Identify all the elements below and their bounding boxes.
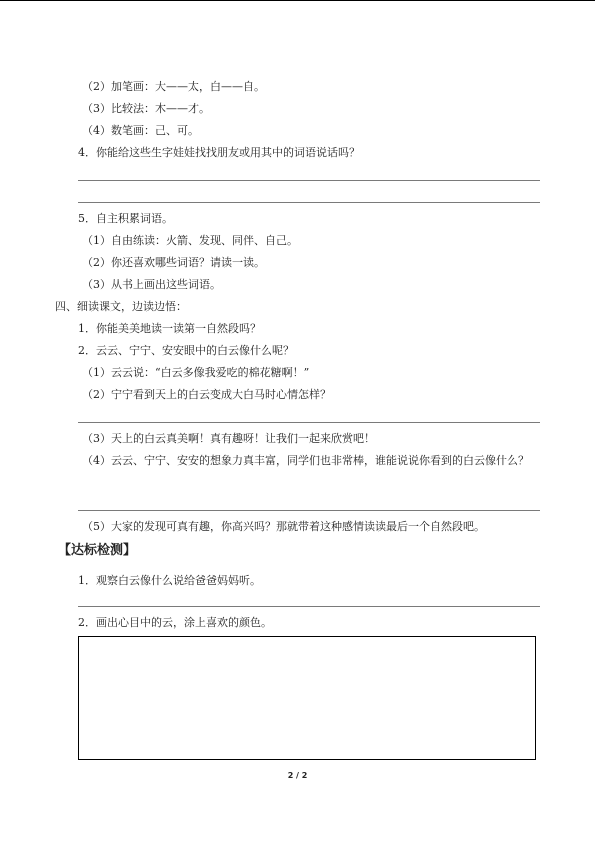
answer-line — [78, 510, 540, 511]
question-clouds: 2．云云、宁宁、安安眼中的白云像什么呢？ — [78, 344, 294, 357]
item-imagination: （4）云云、宁宁、安安的想象力真丰富，同学们也非常棒，谁能说说你看到的白云像什么？ — [82, 454, 529, 467]
item-ningning: （2）宁宁看到天上的白云变成大白马时心情怎样？ — [82, 388, 331, 401]
item-appreciate: （3）天上的白云真美啊！真有趣呀！让我们一起来欣赏吧！ — [82, 432, 375, 445]
answer-line — [78, 422, 540, 423]
question-5: 5．自主积累词语。 — [78, 212, 173, 225]
answer-line — [78, 606, 540, 607]
check-question-1: 1．观察白云像什么说给爸爸妈妈听。 — [78, 574, 261, 587]
section-four-title: 四、细读课文，边读边悟： — [55, 300, 187, 313]
check-question-2: 2．画出心目中的云，涂上喜欢的颜色。 — [78, 616, 272, 629]
item-yunyun: （1）云云说：“白云多像我爱吃的棉花糖啊！” — [82, 366, 310, 379]
item-free-reading: （1）自由练读：火箭、发现、同伴、自己。 — [82, 234, 298, 247]
answer-line — [78, 202, 540, 203]
item-last-paragraph: （5）大家的发现可真有趣，你高兴吗？那就带着这种感情读读最后一个自然段吧。 — [82, 520, 485, 533]
question-read-paragraph: 1．你能美美地读一读第一自然段吗？ — [78, 322, 261, 335]
question-4: 4．你能给这些生字娃娃找找朋友或用其中的词语说话吗？ — [78, 146, 360, 159]
answer-line — [78, 180, 540, 181]
item-mark-words: （3）从书上画出这些词语。 — [82, 278, 221, 291]
drawing-box[interactable] — [78, 636, 536, 760]
top-border — [0, 0, 595, 1]
method-count-strokes: （4）数笔画：己、可。 — [82, 124, 199, 137]
method-add-strokes: （2）加笔画：大——太，白——自。 — [82, 80, 265, 93]
item-favorite-words: （2）你还喜欢哪些词语？请读一读。 — [82, 256, 265, 269]
section-heading: 【达标检测】 — [58, 543, 137, 558]
method-compare: （3）比较法：木——才。 — [82, 102, 210, 115]
page-number: 2 / 2 — [287, 771, 308, 780]
